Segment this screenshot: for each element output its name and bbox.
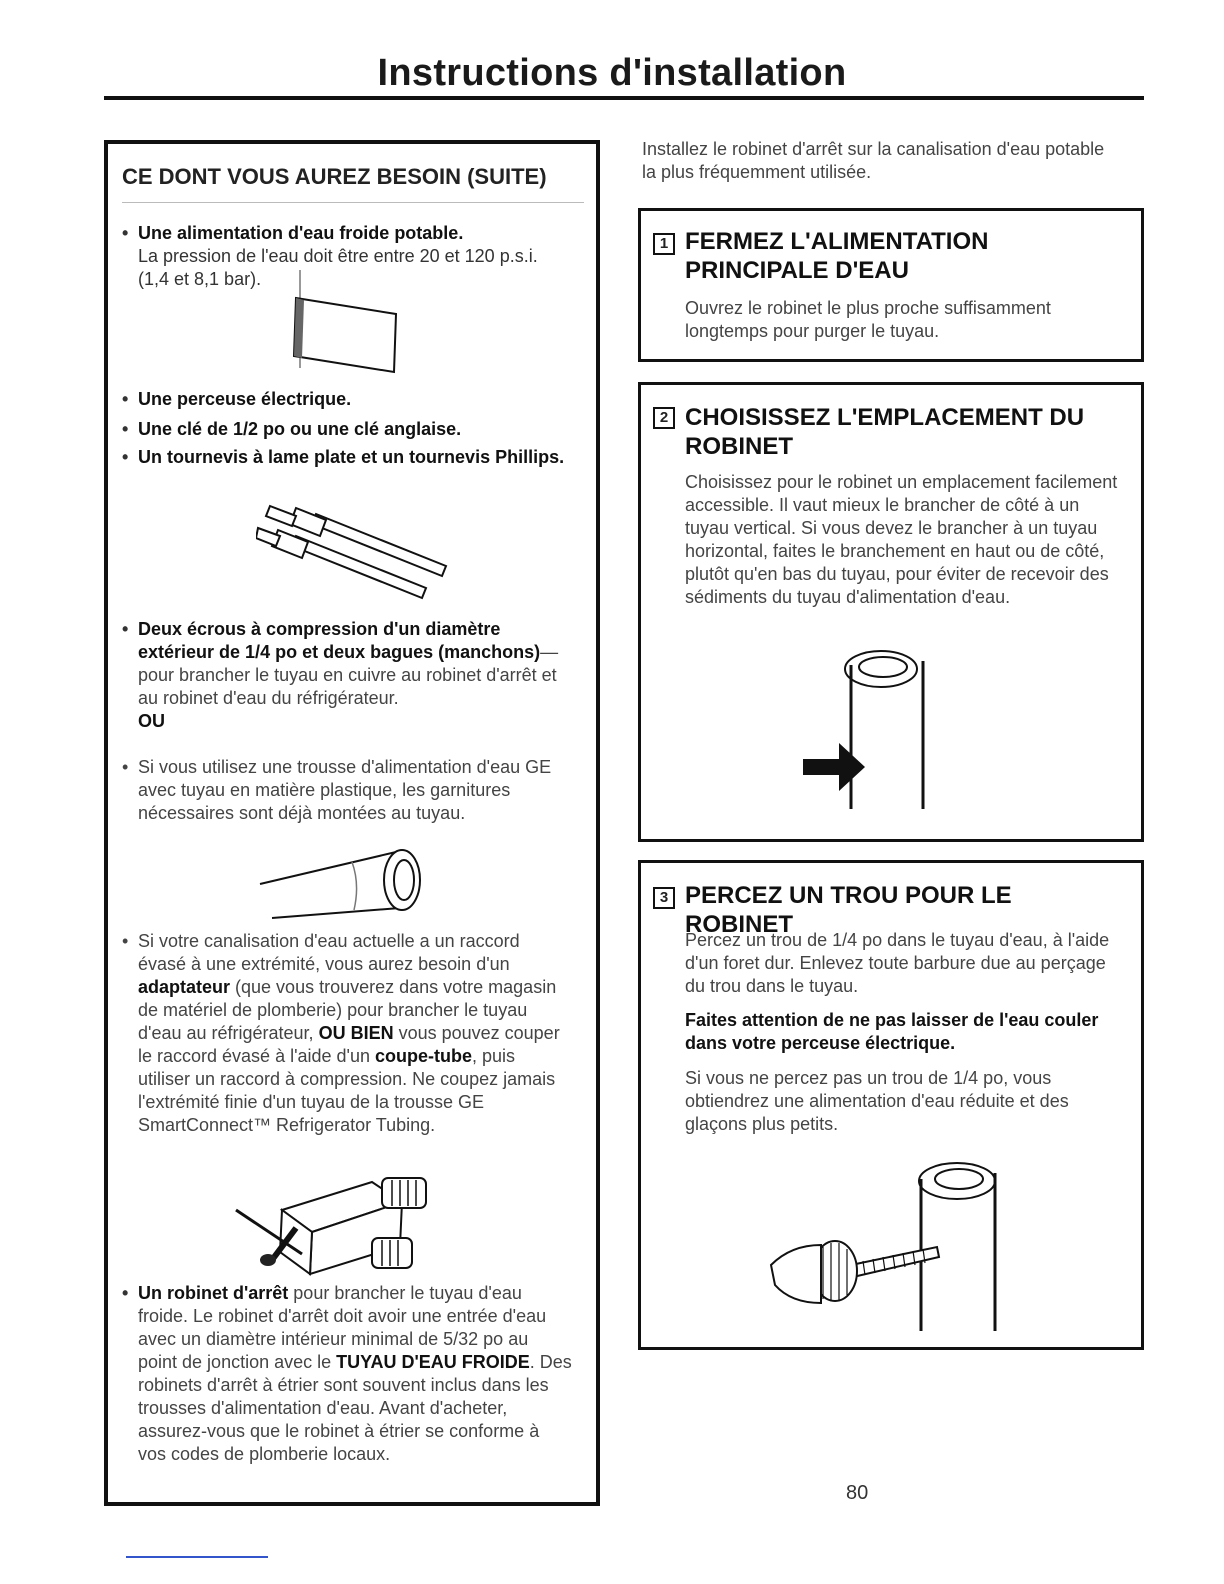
list-item-drill: • Une perceuse électrique. bbox=[122, 389, 352, 409]
supplies-heading: CE DONT VOUS AUREZ BESOIN (SUITE) bbox=[122, 164, 547, 189]
heading-rule bbox=[122, 202, 584, 203]
item-title: Une alimentation d'eau froide potable. bbox=[138, 223, 464, 243]
step-3-body: Percez un trou de 1/4 po dans le tuyau d'eau, à l'aide d'un foret dur. Enlevez toute barbure due au perçage du trou dans le tuyau. bbox=[685, 930, 1110, 996]
step-3-note: Si vous ne percez pas un trou de 1/4 po, vous obtiendrez une alimentation d'eau réduite et des glaçons plus petits. bbox=[685, 1068, 1069, 1134]
step-3-title: PERCEZ UN TROU POUR LE ROBINET bbox=[685, 882, 1012, 938]
step-2-number: 2 bbox=[653, 407, 675, 429]
step-2-title: CHOISISSEZ L'EMPLACEMENT DU ROBINET bbox=[685, 404, 1085, 460]
step-3-box bbox=[638, 860, 1144, 1350]
list-item-compression-nuts: • Deux écrous à compression d'un diamètre extérieur de 1/4 po et deux bagues (manchons)—pour brancher le tuyau en cuivre au robinet d'arrêt et au robinet d'eau du réfrigérateur. OU bbox=[122, 619, 559, 731]
step-1-number: 1 bbox=[653, 233, 675, 255]
footer-line bbox=[126, 1556, 268, 1558]
step-1-body: Ouvrez le robinet le plus proche suffisamment longtemps pour purger le tuyau. bbox=[685, 298, 1051, 341]
step-2-body: Choisissez pour le robinet un emplacement facilement accessible. Il vaut mieux le brancher de côté à un tuyau vertical. Si vous devez le brancher à un tuyau horizontal, faites le branchement en haut ou de côté, plutôt qu'en bas du tuyau, pour éviter de recevoir des sédiments du tuyau d'alimentation d'eau. bbox=[685, 472, 1118, 607]
list-item-shutoff-valve: • Un robinet d'arrêt pour brancher le tuyau d'eau froide. Le robinet d'arrêt doit avoir une entrée d'eau avec un diamètre intérieur minimal de 5/32 po au point de jonction avec le TUYAU D'EAU FROIDE. Des robinets d'arrêt à étrier sont souvent inclus dans les trousses d'alimentation d'eau. Avant d'acheter, assurez-vous que le robinet à étrier se conforme à vos codes de plomberie locaux. bbox=[122, 1283, 572, 1464]
page-title: Instructions d'installation bbox=[377, 52, 847, 94]
step-2-box bbox=[638, 382, 1144, 842]
list-item-screwdrivers: • Un tournevis à lame plate et un tournevis Phillips. bbox=[122, 447, 565, 467]
title-rule bbox=[104, 96, 1144, 100]
item-text: La pression de l'eau doit être entre 20 et 120 p.s.i. (1,4 et 8,1 bar). bbox=[138, 246, 538, 289]
or-label: OU bbox=[138, 711, 165, 731]
water-pressure-gauge-illustration bbox=[282, 268, 402, 378]
list-item-adapter: • Si votre canalisation d'eau actuelle a un raccord évasé à une extrémité, vous aurez besoin d'un adaptateur (que vous trouverez dans votre magasin de matériel de plomberie) pour brancher le tuyau d'eau au réfrigérateur, OU BIEN vous pouvez couper le raccord évasé à l'aide d'un coupe-tube, puis utiliser un raccord à compression. Ne coupez jamais l'extrémité finie d'un tuyau de la trousse GE SmartConnect™ Refrigerator Tubing. bbox=[122, 931, 560, 1135]
step-3-warning: Faites attention de ne pas laisser de l'eau couler dans votre perceuse électrique. bbox=[685, 1010, 1099, 1053]
list-item-ge-kit: • Si vous utilisez une trousse d'alimentation d'eau GE avec tuyau en matière plastique, les garnitures nécessaires sont déjà montées au tuyau. bbox=[122, 757, 552, 823]
list-item-wrench: • Une clé de 1/2 po ou une clé anglaise. bbox=[122, 419, 462, 439]
plastic-tubing-illustration bbox=[256, 844, 426, 924]
shutoff-valve-illustration bbox=[232, 1170, 442, 1280]
step-1-title: FERMEZ L'ALIMENTATION PRINCIPALE D'EAU bbox=[685, 228, 989, 284]
vertical-pipe-illustration bbox=[791, 643, 941, 813]
compression-nuts-illustration bbox=[256, 504, 456, 604]
page-number: 80 bbox=[846, 1482, 869, 1504]
step-1-box bbox=[638, 208, 1144, 362]
step-3-number: 3 bbox=[653, 887, 675, 909]
intro-text: Installez le robinet d'arrêt sur la canalisation d'eau potable la plus fréquemment utilisée. bbox=[642, 139, 1105, 182]
list-item-water: • Une alimentation d'eau froide potable. La pression de l'eau doit être entre 20 et 120 p.s.i. (1,4 et 8,1 bar). bbox=[122, 223, 538, 289]
drilling-pipe-illustration bbox=[761, 1153, 1011, 1333]
